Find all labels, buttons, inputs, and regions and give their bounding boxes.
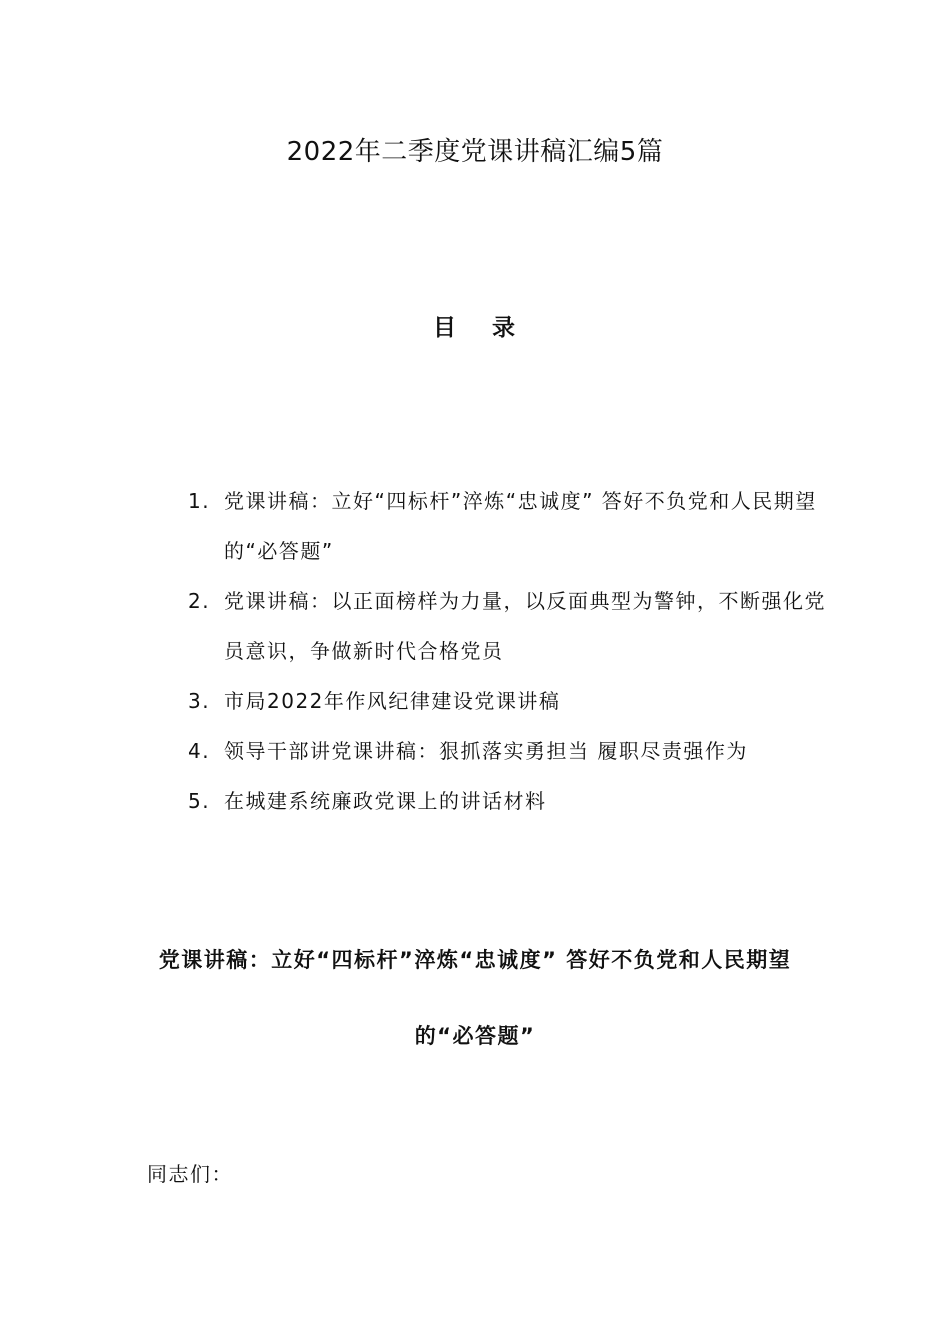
toc-item[interactable] (188, 676, 828, 726)
toc-item-text: 领导干部讲党课讲稿：狠抓落实勇担当 履职尽责强作为 (224, 739, 748, 763)
toc-item-number: 4. (188, 739, 211, 763)
toc-item[interactable] (188, 576, 828, 676)
toc-item[interactable] (188, 726, 828, 776)
document-title: 2022年二季度党课讲稿汇编5篇 (286, 137, 664, 167)
toc-item-number: 5. (188, 789, 211, 813)
toc-list (188, 476, 828, 826)
toc-item-text: 在城建系统廉政党课上的讲话材料 (224, 789, 547, 813)
salutation-text: 同志们： (147, 1162, 233, 1186)
toc-heading (0, 308, 950, 348)
toc-item-text: 党课讲稿：立好“四标杆”淬炼“忠诚度” 答好不负党和人民期望的“必答题” (224, 489, 817, 563)
toc-heading-part2: 录 (492, 315, 517, 341)
toc-heading-part1: 目 (433, 315, 458, 341)
toc-item[interactable] (188, 476, 828, 576)
toc-item-text: 市局2022年作风纪律建设党课讲稿 (224, 689, 561, 713)
toc-item-text: 党课讲稿：以正面榜样为力量，以反面典型为警钟，不断强化党员意识，争做新时代合格党员 (224, 589, 826, 663)
toc-item-number: 2. (188, 589, 211, 613)
toc-item[interactable] (188, 776, 828, 826)
toc-item-number: 3. (188, 689, 211, 713)
section-title: 党课讲稿：立好“四标杆”淬炼“忠诚度” 答好不负党和人民期望的“必答题” (158, 948, 792, 1048)
toc-item-number: 1. (188, 489, 211, 513)
